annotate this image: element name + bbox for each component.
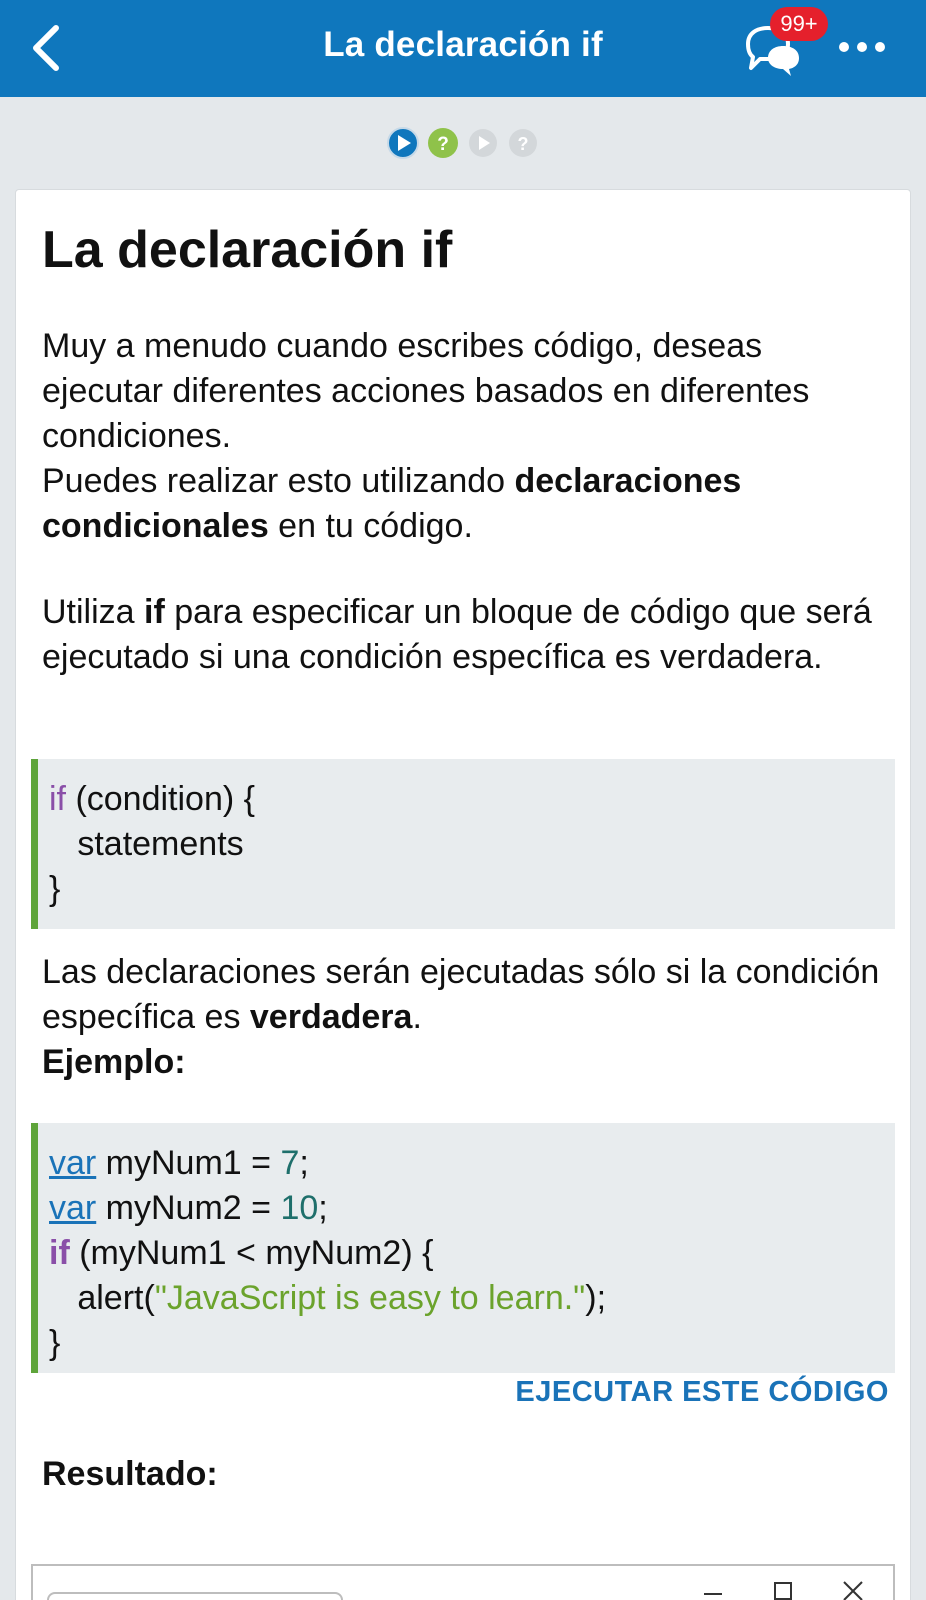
if-text: Utiliza [42, 593, 145, 631]
step-play-pending-icon [469, 129, 497, 157]
maximize-icon[interactable] [768, 1576, 798, 1600]
lesson-title: La declaración if [42, 221, 453, 279]
code-var-link[interactable]: var [49, 1144, 97, 1182]
intro-text: Muy a menudo cuando escribes código, deseas ejecutar diferentes acciones basados en diferentes condiciones. [42, 327, 810, 455]
code-keyword: if [49, 1234, 70, 1272]
step-quiz-pending-icon [509, 129, 537, 157]
intro-text-3: en tu código. [268, 507, 473, 545]
lesson-progress [0, 126, 926, 160]
code-line: statements [49, 825, 244, 863]
notification-badge[interactable]: 99+ [770, 7, 828, 41]
if-paragraph [42, 590, 887, 680]
code-number: 7 [280, 1144, 300, 1182]
if-text-2: para especificar un bloque de código que será ejecutado si una condición específica es verdadera. [42, 593, 872, 676]
code-string: "JavaScript is easy to learn." [154, 1279, 586, 1317]
code-text: myNum2 = [96, 1189, 281, 1227]
result-window-field [47, 1592, 343, 1600]
code-var-link[interactable]: var [49, 1189, 97, 1227]
code-text: } [49, 1324, 61, 1362]
code-number: 10 [280, 1189, 319, 1227]
code-line: (condition) { [66, 780, 255, 818]
code-text: myNum1 = [96, 1144, 281, 1182]
code-text: alert( [49, 1279, 155, 1317]
svg-text:?: ? [517, 134, 529, 154]
example-label: Ejemplo: [42, 1043, 186, 1081]
condition-text: Las declaraciones serán ejecutadas sólo si la condición específica es [42, 953, 880, 1036]
condition-paragraph [42, 950, 887, 1085]
intro-paragraph [42, 324, 887, 549]
close-icon[interactable] [838, 1576, 868, 1600]
intro-text-2: Puedes realizar esto utilizando [42, 462, 515, 500]
code-line: } [49, 870, 61, 908]
condition-text-2: . [412, 998, 422, 1036]
run-code-button[interactable]: EJECUTAR ESTE CÓDIGO [515, 1376, 889, 1408]
code-text: ; [299, 1144, 309, 1182]
more-dots-icon[interactable] [836, 30, 888, 64]
code-text: ; [318, 1189, 328, 1227]
syntax-code-block [31, 759, 895, 929]
result-label: Resultado: [42, 1455, 218, 1493]
code-text: (myNum1 < myNum2) { [69, 1234, 434, 1272]
step-quiz-done-icon[interactable] [428, 128, 458, 158]
svg-text:?: ? [437, 134, 449, 155]
code-keyword: if [49, 780, 66, 818]
minimize-icon[interactable] [698, 1576, 728, 1600]
step-play-current-icon[interactable] [388, 128, 418, 158]
lesson-card [15, 189, 911, 1600]
app-bar [0, 0, 926, 97]
result-window [31, 1564, 895, 1600]
intro-bold: declaraciones condicionales [42, 462, 742, 545]
if-bold: if [144, 593, 165, 631]
condition-bold: verdadera [249, 998, 413, 1036]
example-code-block [31, 1123, 895, 1373]
code-text: ); [585, 1279, 607, 1317]
app-bar-title: La declaración if [323, 25, 603, 64]
